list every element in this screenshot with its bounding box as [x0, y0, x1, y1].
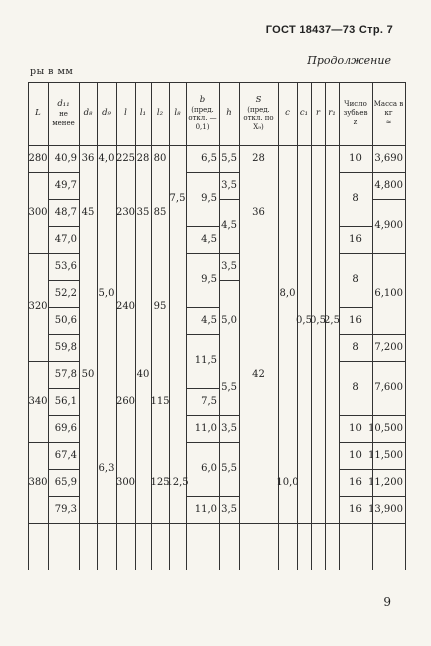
table-cell-z: 16 [349, 476, 362, 488]
column-header-label: l₂ [156, 108, 164, 119]
table-cell-l: 240 [115, 301, 136, 312]
column-header-label: Масса в кг [373, 100, 404, 118]
table-cell-l1: 35 [136, 206, 150, 218]
column-header-h [219, 82, 239, 145]
table-cell-h: 5,5 [221, 463, 237, 474]
column-header-label: c [285, 108, 290, 119]
table-cell-b: 4,5 [201, 233, 217, 245]
table-cell-l2: 115 [150, 395, 170, 407]
table-cell-L: 340 [28, 395, 48, 407]
table-cell-l: 300 [115, 476, 136, 488]
table-cell-L: 380 [28, 476, 48, 488]
table-cell-b: 6,0 [201, 463, 217, 474]
table-cell-l2: 80 [153, 152, 167, 164]
column-header-z [339, 82, 372, 145]
table-cell-h: 3,5 [221, 422, 237, 434]
column-header-c1 [297, 82, 311, 145]
dimensions-table [28, 82, 405, 570]
table-cell-h: 3,5 [221, 503, 237, 515]
table-cell-z: 16 [349, 503, 362, 515]
table-cell-d11: 52,2 [54, 287, 77, 299]
column-header-l [116, 82, 135, 145]
table-cell-h: 3,5 [221, 260, 237, 272]
table-cell-z: 10 [349, 152, 362, 164]
table-cell-h: 5,0 [221, 314, 237, 326]
table-cell-z: 8 [352, 382, 359, 393]
table-cell-d11: 65,9 [54, 476, 77, 488]
table-cell-m: 11,500 [368, 449, 403, 461]
page-number: 9 [383, 595, 391, 609]
table-cell-l2: 95 [153, 301, 167, 312]
column-header-label: l₁ [139, 108, 147, 119]
table-cell-l2: 125 [150, 476, 170, 488]
column-header-label: S [255, 95, 262, 106]
table-cell-l: 260 [115, 395, 136, 407]
column-header-r1 [325, 82, 339, 145]
table-cell-d9: 4,0 [98, 152, 115, 164]
table-cell-L: 300 [28, 206, 48, 218]
table-cell-d11: 59,8 [54, 341, 77, 353]
table-cell-d11: 69,6 [54, 422, 77, 434]
column-header-l2 [151, 82, 169, 145]
table-cell-h: 4,5 [221, 220, 237, 231]
table-cell-m: 13,900 [368, 503, 403, 515]
column-header-L [28, 82, 48, 145]
table-cell-z: 8 [352, 341, 359, 353]
table-cell-z: 10 [349, 422, 362, 434]
table-cell-m: 4,900 [374, 220, 403, 231]
column-header-note: (пред. откл. —0,1) [188, 105, 217, 132]
column-header-label: l₈ [174, 108, 181, 119]
column-header-label: r₁ [328, 108, 336, 119]
table-cell-m: 3,690 [374, 152, 403, 164]
table-cell-m: 6,100 [374, 287, 403, 299]
table-cell-b: 7,5 [201, 395, 217, 407]
table-cell-l2: 85 [153, 206, 167, 218]
table-cell-d11: 40,9 [54, 152, 77, 164]
table-cell-h: 3,5 [221, 179, 237, 191]
table-cell-l: 225 [115, 152, 136, 164]
table-cell-d11: 49,7 [54, 179, 77, 191]
table-cell-l: 230 [115, 206, 136, 218]
column-header-l8 [169, 82, 186, 145]
column-header-d9 [97, 82, 116, 145]
units-label: ры в мм [30, 66, 74, 77]
table-cell-d11: 56,1 [54, 395, 77, 407]
table-cell-b: 11,5 [194, 355, 217, 366]
table-cell-c1: 0,5 [296, 314, 312, 326]
table-cell-c: 10,0 [276, 476, 299, 488]
column-header-label: r [315, 108, 321, 119]
table-cell-d11: 57,8 [54, 368, 77, 380]
table-cell-b: 6,5 [201, 152, 217, 164]
table-cell-d9: 6,3 [98, 463, 115, 474]
column-header-note: ≈ [385, 117, 392, 126]
table-cell-d8: 45 [81, 206, 95, 218]
standard-header: ГОСТ 18437—73 Стр. 7 [265, 24, 393, 36]
column-header-label: b [199, 95, 206, 106]
table-cell-d11: 79,3 [54, 503, 77, 515]
column-header-l1 [135, 82, 151, 145]
table-cell-m: 7,200 [374, 341, 403, 353]
table-cell-b: 11,0 [194, 503, 217, 515]
table-cell-r: 0,5 [310, 314, 326, 326]
column-header-label: d₈ [83, 108, 93, 119]
table-cell-z: 16 [349, 233, 362, 245]
column-header-label: d₉ [102, 108, 111, 119]
column-header-label: d₁₁ [57, 99, 70, 110]
table-cell-b: 9,5 [201, 193, 217, 204]
table-cell-S: 28 [252, 152, 265, 164]
table-cell-z: 16 [349, 314, 362, 326]
table-cell-d11: 48,7 [54, 206, 77, 218]
table-cell-m: 7,600 [374, 382, 403, 393]
table-cell-z: 8 [352, 193, 359, 204]
column-header-note: z [353, 117, 358, 126]
table-cell-m: 11,200 [368, 476, 403, 488]
column-header-r [311, 82, 325, 145]
table-cell-d8: 36 [81, 152, 95, 164]
table-column-rule [405, 82, 406, 570]
table-cell-h: 5,5 [221, 152, 237, 164]
table-cell-z: 10 [349, 449, 362, 461]
table-cell-m: 4,800 [374, 179, 403, 191]
column-header-m [372, 82, 405, 145]
table-cell-l8: 7,5 [169, 193, 186, 204]
column-header-b [186, 82, 219, 145]
table-cell-b: 9,5 [201, 274, 217, 285]
column-header-label: c₁ [299, 108, 309, 119]
table-cell-d11: 47,0 [54, 233, 77, 245]
table-cell-S: 36 [252, 206, 265, 218]
table-cell-b: 4,5 [201, 314, 217, 326]
column-header-label: l [124, 108, 127, 119]
table-cell-d9: 5,0 [98, 287, 115, 299]
table-cell-z: 8 [352, 274, 359, 285]
table-row-rule [28, 523, 405, 524]
table-cell-b: 11,0 [194, 422, 217, 434]
table-cell-l8: 12,5 [166, 476, 189, 488]
table-cell-d11: 50,6 [54, 314, 77, 326]
table-cell-l1: 28 [136, 152, 150, 164]
column-header-note: не менее [52, 110, 75, 127]
table-cell-L: 280 [28, 152, 48, 164]
continuation-label: Продолжение [307, 54, 391, 67]
column-header-label: h [226, 108, 232, 119]
column-header-note: (пред. откл. по X₉) [243, 105, 274, 132]
table-cell-h: 5,5 [221, 382, 237, 393]
column-header-d11 [48, 82, 79, 145]
column-header-label: Число зубьев [343, 100, 368, 118]
table-cell-m: 10,500 [368, 422, 403, 434]
table-cell-S: 42 [252, 368, 265, 380]
table-cell-l1: 40 [136, 368, 150, 380]
table-cell-d11: 53,6 [54, 260, 77, 272]
column-header-S [239, 82, 278, 145]
column-header-d8 [79, 82, 97, 145]
table-cell-d11: 67,4 [54, 449, 77, 461]
column-header-c [278, 82, 297, 145]
table-cell-L: 320 [28, 301, 48, 312]
table-cell-d8: 50 [81, 368, 95, 380]
table-cell-r1: 2,5 [324, 314, 340, 326]
column-header-label: L [35, 108, 41, 119]
table-cell-c: 8,0 [279, 287, 296, 299]
